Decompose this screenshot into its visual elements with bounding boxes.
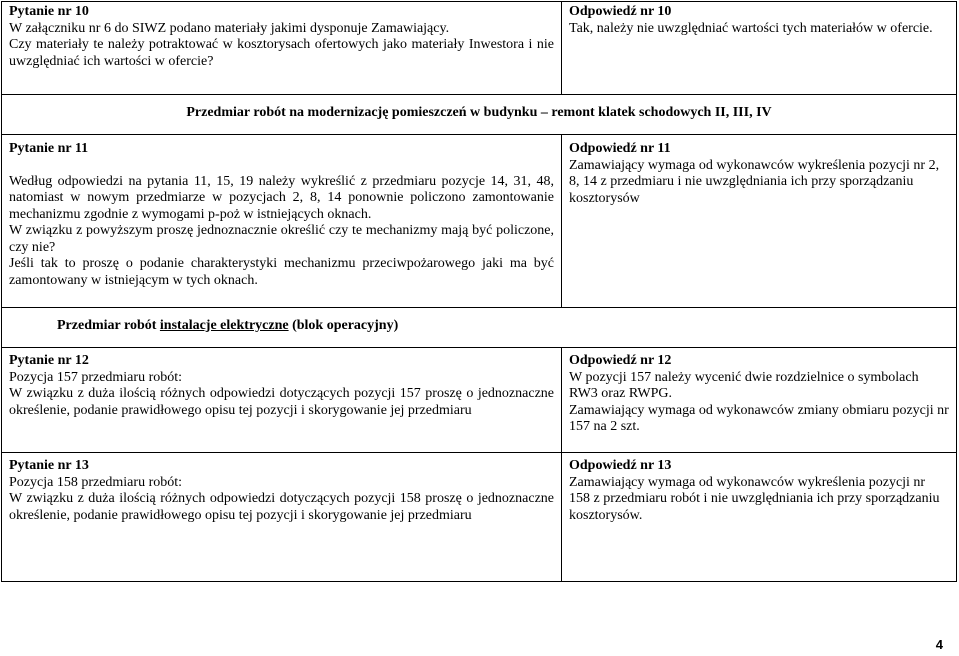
question-text: Pozycja 157 przedmiaru robót: [9, 369, 183, 385]
section-suffix: (blok operacyjny) [288, 318, 399, 333]
question-cell-12 [2, 348, 562, 452]
answer-text: Tak, należy nie uwzględniać wartości tych materiałów w ofercie. [569, 20, 933, 36]
row-question-10 [2, 2, 956, 94]
question-cell-11 [2, 135, 562, 307]
question-title: Pytanie nr 10 [9, 4, 89, 19]
section-heading-stairs: Przedmiar robót na modernizację pomieszczeń w budynku – remont klatek schodowych II, III, IV [2, 94, 956, 134]
question-title: Pytanie nr 11 [9, 141, 89, 156]
answer-title: Odpowiedź nr 13 [569, 458, 672, 473]
answer-title: Odpowiedź nr 12 [569, 353, 672, 368]
question-cell-10 [2, 2, 562, 94]
section-underlined: instalacje elektryczne [159, 318, 289, 333]
answer-text: Zamawiający wymaga od wykonawców wykreślenia pozycji nr 158 z przedmiaru robót i nie uwzględniania ich przy sporządzaniu kosztorysów. [569, 474, 940, 523]
row-question-12 [2, 347, 956, 452]
answer-text: Zamawiający wymaga od wykonawców wykreślenia pozycji nr 2, 8, 14 z przedmiaru i nie uwzględniania ich przy sporządzaniu kosztorysów [569, 157, 940, 206]
answer-text: W pozycji 157 należy wycenić dwie rozdzielnice o symbolach RW3 oraz RWPG. [569, 369, 919, 401]
question-text: W związku z duża ilością różnych odpowiedzi dotyczących pozycji 157 proszę o jednoznaczne określenie, podanie prawidłowego opisu tej pozycji i skorygowanie jej przedmiaru [9, 386, 554, 418]
row-question-13 [2, 452, 956, 581]
answer-cell-10 [562, 2, 956, 94]
question-text: Pozycja 158 przedmiaru robót: [9, 474, 183, 490]
question-title: Pytanie nr 13 [9, 458, 89, 473]
answer-title: Odpowiedź nr 10 [569, 4, 672, 19]
question-title: Pytanie nr 12 [9, 353, 89, 368]
section-prefix: Przedmiar robót [57, 318, 160, 333]
document-table [1, 1, 957, 582]
answer-cell-13 [562, 453, 956, 581]
page-number: 4 [935, 637, 943, 652]
answer-cell-11 [562, 135, 956, 307]
answer-cell-12 [562, 348, 956, 452]
row-question-11 [2, 134, 956, 307]
question-text: W związku z powyższym proszę jednoznacznie określić czy te mechanizmy mają być policzone, czy nie? [9, 223, 554, 255]
question-text: W załączniku nr 6 do SIWZ podano materiały jakimi dysponuje Zamawiający. [9, 20, 450, 36]
answer-text: Zamawiający wymaga od wykonawców zmiany obmiaru pozycji nr 157 na 2 szt. [569, 402, 949, 434]
question-cell-13 [2, 453, 562, 581]
question-text: Czy materiały te należy potraktować w kosztorysach ofertowych jako materiały Inwestora i nie uwzględniać ich wartości w ofercie? [9, 37, 554, 69]
answer-title: Odpowiedź nr 11 [569, 141, 671, 156]
question-text: Jeśli tak to proszę o podanie charakterystyki mechanizmu przeciwpożarowego jaki ma być zamontowany w istniejącym w tych oknach. [9, 256, 554, 288]
question-text: Według odpowiedzi na pytania 11, 15, 19 należy wykreślić z przedmiaru pozycje 14, 31, 48, natomiast w nowym przedmiarze w pozycjach 2, 8, 14 ponownie policzono zamontowanie mechanizmu zgodnie z wymogami p-poż w istniejących oknach. [9, 173, 554, 222]
question-text: W związku z duża ilością różnych odpowiedzi dotyczących pozycji 158 proszę o jednoznaczne określenie, podanie prawidłowego opisu tej pozycji i skorygowanie jej przedmiaru [9, 491, 554, 523]
section-heading-electrical [2, 307, 956, 347]
